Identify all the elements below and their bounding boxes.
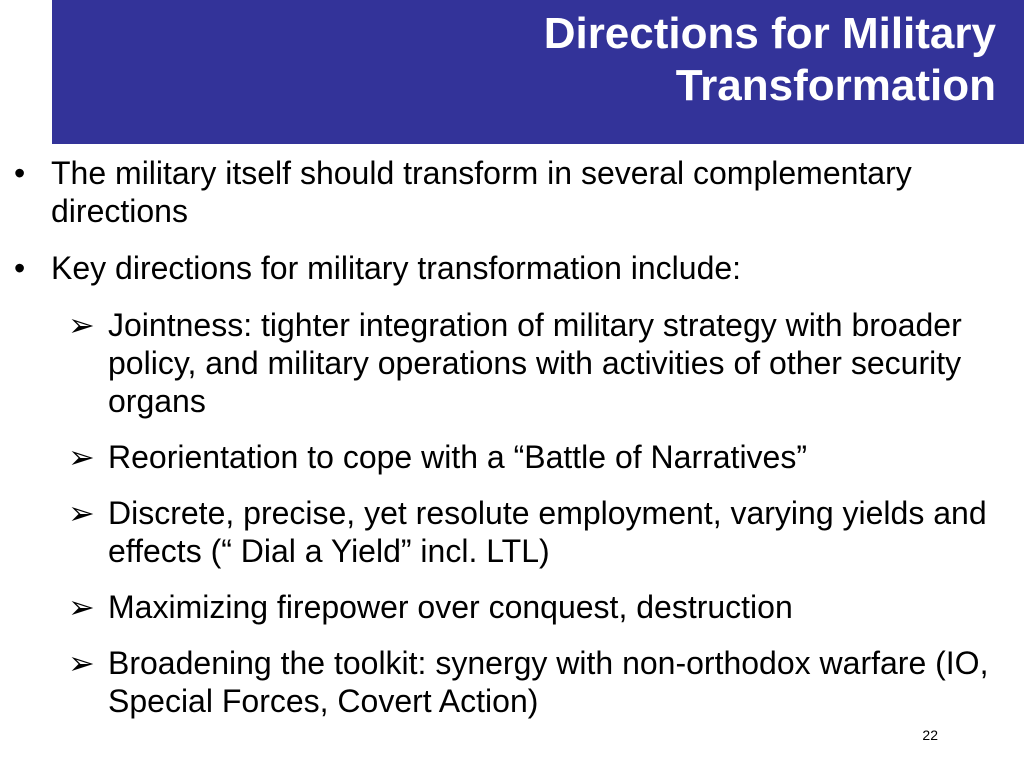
arrow-bullet-icon: ➢ [68, 307, 95, 343]
sub-bullet-text: Broadening the toolkit: synergy with non-orthodox warfare (IO, Special Forces, Covert Action) [108, 645, 989, 719]
bullet-text: Key directions for military transformation include: [51, 250, 742, 286]
slide-title-line-2: Transformation [675, 61, 996, 110]
slide-title-line-1: Directions for Military [543, 9, 996, 58]
arrow-bullet-icon: ➢ [68, 589, 95, 625]
slide-number: 22 [922, 727, 938, 743]
bullet-dot-icon: • [14, 250, 26, 286]
title-bar [52, 0, 1024, 144]
bullet-item [14, 154, 1014, 230]
slide-title [96, 8, 996, 112]
bullet-dot-icon: • [14, 155, 26, 191]
sub-bullet-text: Maximizing firepower over conquest, destruction [108, 589, 793, 625]
bullet-item [14, 249, 1014, 287]
arrow-bullet-icon: ➢ [68, 439, 95, 475]
sub-bullet-text: Reorientation to cope with a “Battle of Narratives” [108, 439, 807, 475]
sub-bullet-text: Jointness: tighter integration of military strategy with broader policy, and military operations with activities of other security organs [108, 307, 962, 419]
sub-bullet-item [14, 494, 1014, 570]
arrow-bullet-icon: ➢ [68, 645, 95, 681]
arrow-bullet-icon: ➢ [68, 495, 95, 531]
sub-bullet-item [14, 306, 1014, 420]
sub-bullet-item [14, 588, 1014, 626]
sub-bullet-item [14, 438, 1014, 476]
slide-content [14, 154, 1014, 738]
sub-bullet-text: Discrete, precise, yet resolute employment, varying yields and effects (“ Dial a Yield” incl. LTL) [108, 495, 987, 569]
bullet-text: The military itself should transform in several complementary directions [51, 155, 912, 229]
sub-bullet-item [14, 644, 1014, 720]
